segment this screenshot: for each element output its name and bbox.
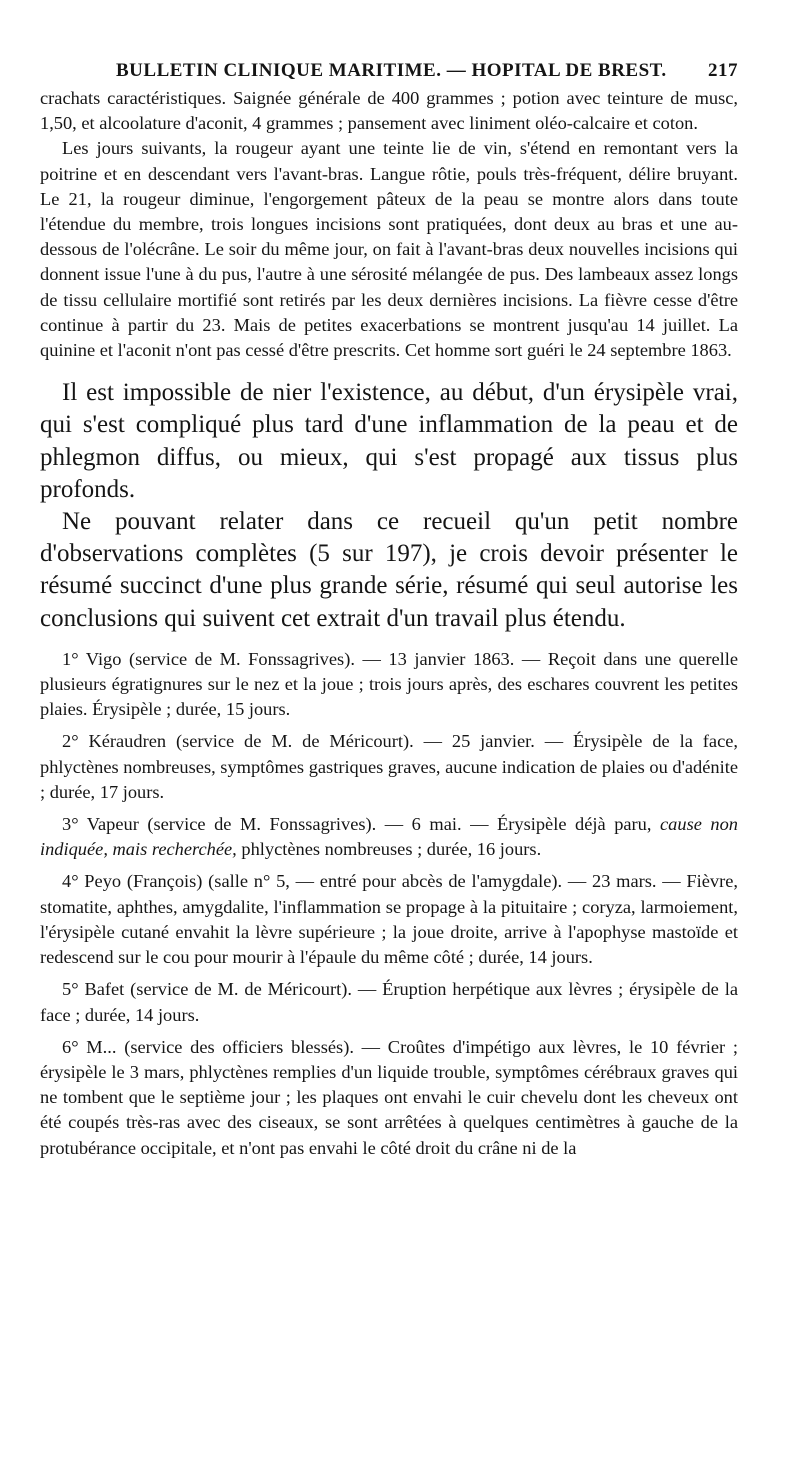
- observation-item-5: 5° Bafet (service de M. de Méricourt). — Éruption herpétique aux lèvres ; érysipèle de la face ; durée, 14 jours.: [40, 979, 738, 1025]
- observation-3-text-start: 3° Vapeur (service de M. Fonssagrives). — 6 mai. — Érysipèle déjà paru,: [62, 814, 661, 835]
- observation-item-3: [40, 812, 738, 862]
- paragraph-case-treatment: crachats caractéristiques. Saignée générale de 400 grammes ; potion avec teinture de musc, 1,50, et alcoolature d'aconit, 4 grammes ; pansement avec liniment oléo-calcaire et coton.: [40, 88, 738, 134]
- paragraph-diagnosis: Il est impossible de nier l'existence, au début, d'un érysipèle vrai, qui s'est compliqué plus tard d'une inflammation de la peau et de phlegmon diffus, ou mieux, qui s'est propagé aux tissus plus profonds.: [40, 379, 738, 503]
- observation-3-text-end: phlyctènes nombreuses ; durée, 16 jours.: [236, 839, 542, 860]
- observation-list: [40, 647, 738, 1161]
- paragraph-series-intro: Ne pouvant relater dans ce recueil qu'un petit nombre d'observations complètes (5 sur 197), je crois devoir présenter le résumé succinct d'une plus grande série, résumé qui seul autorise les conclusions qui suivent cet extrait d'un travail plus étendu.: [40, 508, 738, 632]
- observation-item-2: 2° Kéraudren (service de M. de Méricourt). — 25 janvier. — Érysipèle de la face, phlyctènes nombreuses, symptômes gastriques graves, aucune indication de plaies ou d'adénite ; durée, 17 jours.: [40, 731, 738, 802]
- observation-item-1: 1° Vigo (service de M. Fonssagrives). — 13 janvier 1863. — Reçoit dans une querelle plusieurs égratignures sur le nez et la joue ; trois jours après, des eschares couvrent les petites plaies. Érysipèle ; durée, 15 jours.: [40, 648, 738, 720]
- observation-item-4: 4° Peyo (François) (salle n° 5, — entré pour abcès de l'amygdale). — 23 mars. — Fièvre, stomatite, aphthes, amygdalite, l'inflammation se propage à la pituitaire ; coryza, larmoiement, l'érysipèle cutané envahit la lèvre supérieure ; la joue droite, arrive à l'apophyse mastoïde et redescend sur le cou pour mourir à l'épaule du même côté ; durée, 14 jours.: [40, 871, 738, 968]
- paragraph-case-evolution: Les jours suivants, la rougeur ayant une teinte lie de vin, s'étend en remontant vers la poitrine et en descendant vers l'avant-bras. Langue rôtie, pouls très-fréquent, délire bruyant. Le 21, la rougeur diminue, l'engorgement pâteux de la peau se montre alors dans toute l'étendue du membre, trois longues incisions sont pratiquées, dont deux au bras et une au-dessous de l'olécrâne. Le soir du même jour, on fait à l'avant-bras deux nouvelles incisions qui donnent issue l'une à du pus, l'autre à une sérosité mélangée de pus. Des lambeaux assez longs de tissu cellulaire mortifié sont retirés par les deux dernières incisions. La fièvre cesse d'être continue à partir du 23. Mais de petites exacerbations se montrent jusqu'au 14 juillet. La quinine et l'aconit n'ont pas cessé d'être prescrits. Cet homme sort guéri le 24 septembre 1863.: [40, 138, 738, 361]
- observation-item-6: 6° M... (service des officiers blessés). — Croûtes d'impétigo aux lèvres, le 10 février ; érysipèle le 3 mars, phlyctènes remplies d'un liquide trouble, symptômes cérébraux graves qui ne tombent que le septième jour ; les plaques ont envahi le cuir chevelu dont les cheveux ont été coupés très-ras avec des ciseaux, se sont arrêtées à quelques centimètres à gauche de la protubérance occipitale, et n'ont pas envahi le côté droit du crâne ni de la: [40, 1036, 738, 1158]
- case-continuation: [40, 86, 738, 363]
- author-commentary: [40, 377, 738, 635]
- header-title: BULLETIN CLINIQUE MARITIME. — HOPITAL DE BREST.: [116, 60, 667, 81]
- page-number: 217: [708, 60, 738, 81]
- observation-3-italic-text: cause non indiquée, mais recherchée,: [40, 814, 739, 860]
- running-header: [40, 60, 738, 82]
